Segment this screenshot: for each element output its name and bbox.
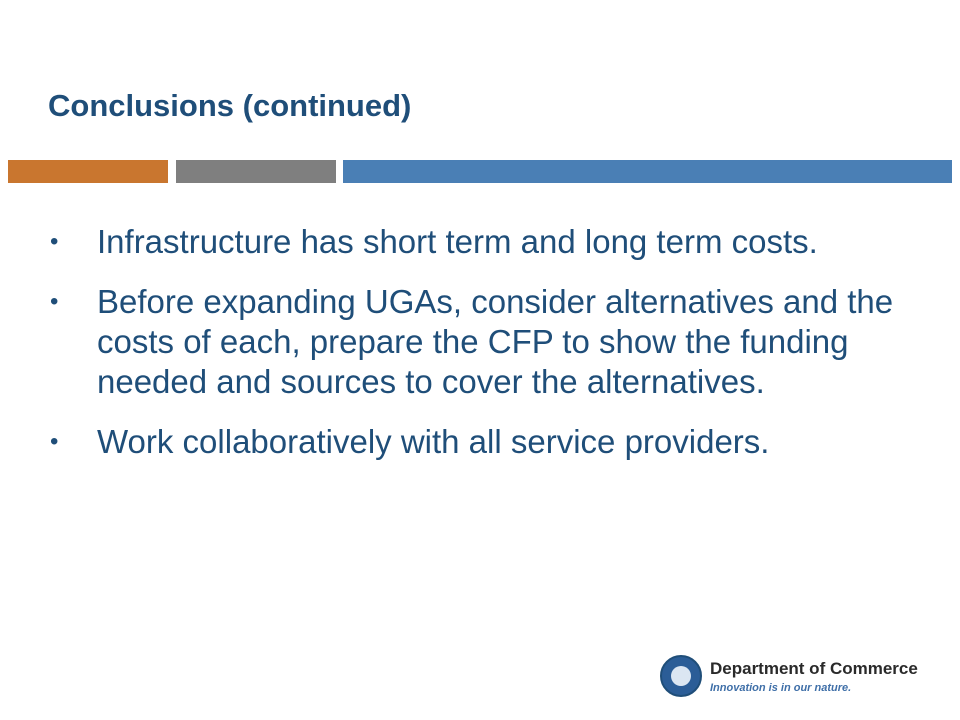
bullet-item [48,282,918,402]
logo-name: Department of Commerce [710,659,918,678]
bullet-list [48,222,918,482]
accent-bar-gray [176,160,336,183]
logo-tagline: Innovation is in our nature. [710,682,852,694]
bullet-item [48,222,918,262]
bullet-dot-icon: • [50,228,59,255]
commerce-logo [660,655,920,700]
state-seal-icon [660,655,702,697]
bullet-text: Before expanding UGAs, consider alternatives and the costs of each, prepare the CFP to show the funding needed and sources to cover the alternatives. [97,283,894,400]
bullet-text: Infrastructure has short term and long term costs. [97,223,818,260]
accent-bar-orange [8,160,168,183]
bullet-item [48,422,918,462]
bullet-text: Work collaboratively with all service providers. [97,423,770,460]
accent-bar-blue [343,160,952,183]
slide-title: Conclusions (continued) [48,88,412,123]
seal-portrait [671,666,691,686]
bullet-dot-icon: • [50,428,59,455]
bullet-dot-icon: • [50,288,59,315]
